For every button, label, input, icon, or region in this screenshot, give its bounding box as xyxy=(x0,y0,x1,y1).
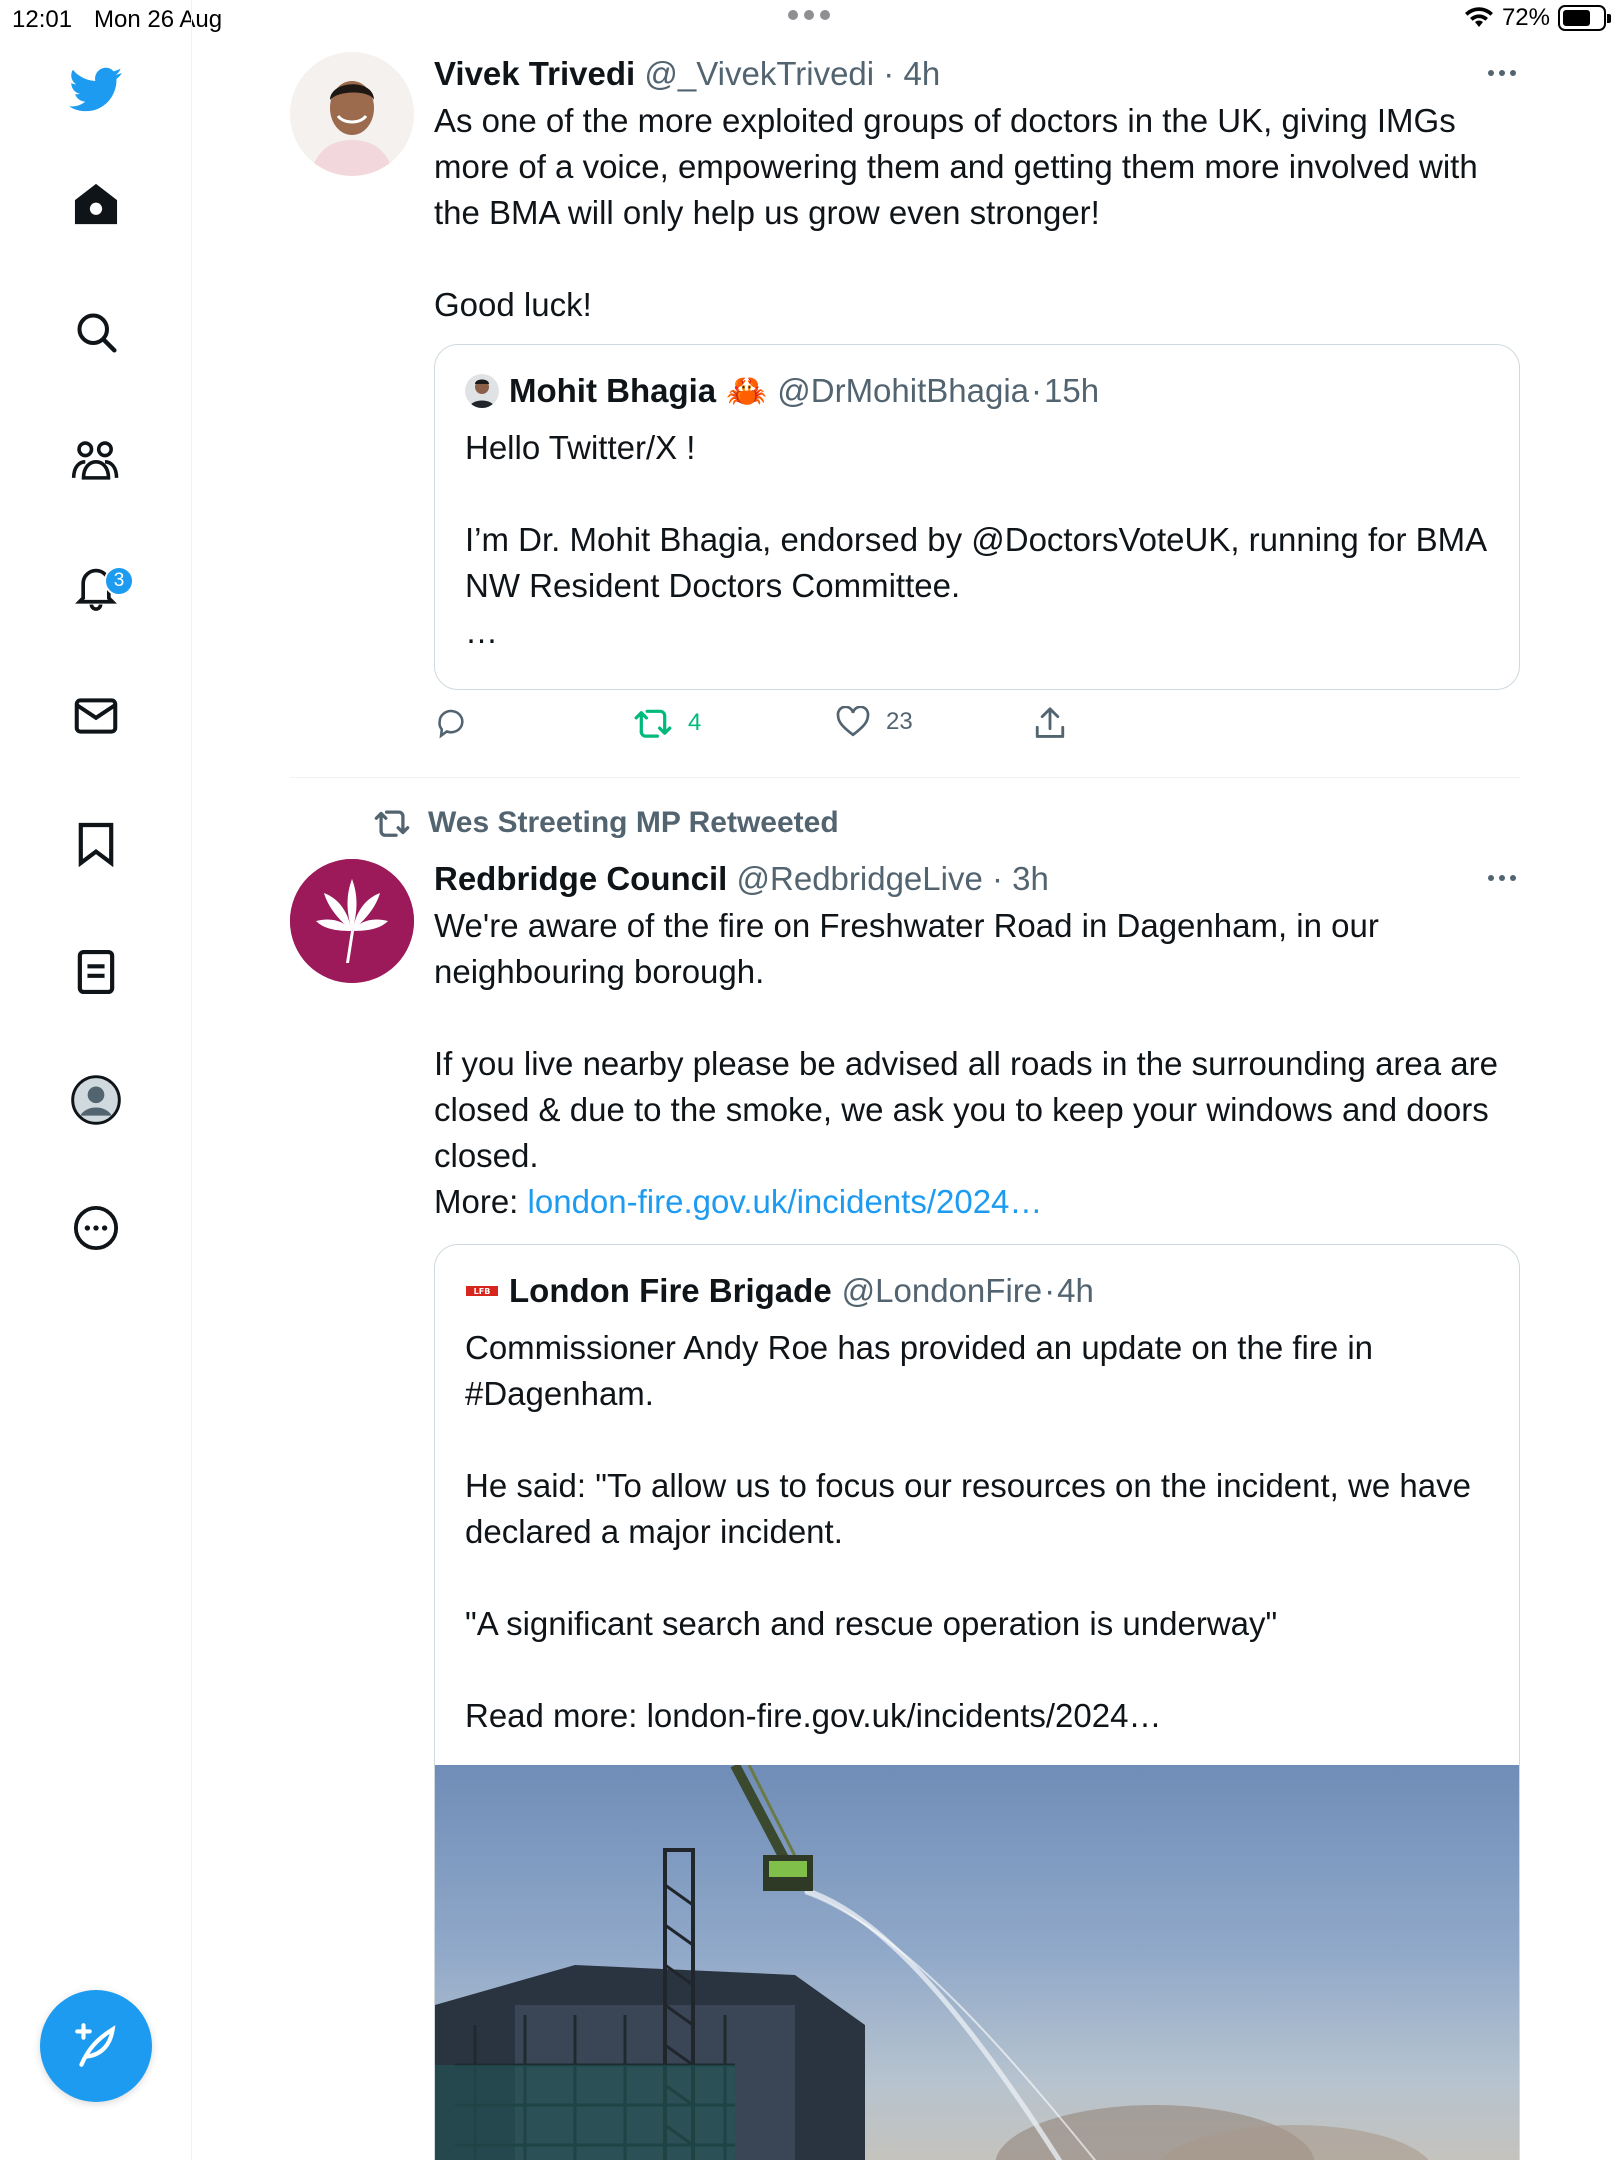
tweet-header: Vivek Trivedi @_VivekTrivedi · 4h xyxy=(434,55,941,92)
compose-feather-icon xyxy=(71,2021,121,2071)
communities-icon[interactable] xyxy=(64,428,128,492)
tweet-more-options-icon[interactable] xyxy=(1488,70,1516,76)
svg-text:LFB: LFB xyxy=(473,1287,491,1296)
status-time: 12:01 xyxy=(12,6,73,33)
tweet-more-options-icon[interactable] xyxy=(1488,875,1516,881)
tweet-more-line: More: london-fire.gov.uk/incidents/2024… xyxy=(434,1183,1043,1220)
home-icon[interactable] xyxy=(64,172,128,236)
tweet-link[interactable]: london-fire.gov.uk/incidents/2024… xyxy=(527,1183,1043,1220)
avatar-redbridge-council[interactable] xyxy=(290,859,414,983)
more-options-icon[interactable] xyxy=(64,1196,128,1260)
multitasking-dots-icon[interactable] xyxy=(788,10,830,20)
lists-icon[interactable] xyxy=(64,940,128,1004)
tweet-divider xyxy=(290,777,1520,778)
reply-icon xyxy=(434,706,468,740)
twitter-logo-icon[interactable] xyxy=(64,58,128,122)
quoted-tweet-time: 15h xyxy=(1044,372,1100,409)
notifications-badge: 3 xyxy=(104,566,134,596)
crab-emoji: 🦀 xyxy=(726,372,768,409)
tweet-time[interactable]: 4h xyxy=(903,55,941,92)
wifi-icon xyxy=(1464,6,1494,30)
like-count: 23 xyxy=(886,708,913,735)
quoted-avatar-lfb-logo xyxy=(465,1274,499,1308)
quoted-tweet[interactable]: LFB London Fire Brigade @LondonFire · 4h Commissioner Andy Roe has provided an update on the fire in #Dagenham. He said: "To allow us to focus our resources on the incident, we have declared a major incident. "A significant search and rescue operation is underway" Read more: london-fire.gov.uk/incidents/2024… xyxy=(434,1244,1520,2160)
author-handle[interactable]: @RedbridgeLive xyxy=(736,860,983,897)
sidebar xyxy=(0,0,192,2160)
compose-tweet-button[interactable] xyxy=(40,1990,152,2102)
retweet-count: 4 xyxy=(688,709,702,736)
search-icon[interactable] xyxy=(64,300,128,364)
author-name[interactable]: Vivek Trivedi xyxy=(434,55,636,92)
avatar-vivek-trivedi[interactable] xyxy=(290,52,414,176)
status-date: Mon 26 Aug xyxy=(94,6,223,33)
quoted-author-name: London Fire Brigade xyxy=(509,1272,832,1309)
share-button[interactable] xyxy=(1034,706,1066,740)
profile-avatar-icon[interactable] xyxy=(64,1068,128,1132)
quoted-author-handle: @LondonFire xyxy=(841,1272,1043,1309)
retweeted-by-label[interactable]: Wes Streeting MP Retweeted xyxy=(374,806,839,840)
tweet-text: We're aware of the fire on Freshwater Road in Dagenham, in our neighbouring borough. If you live nearby please be advised all roads in the surrounding area are closed & due to the smoke, we ask you to keep your windows and doors closed. xyxy=(434,907,1498,1174)
quoted-tweet-time: 4h xyxy=(1057,1272,1094,1309)
quoted-author-handle: @DrMohitBhagia xyxy=(777,372,1030,409)
battery-percent: 72% xyxy=(1501,4,1550,31)
quoted-tweet-text: Hello Twitter/X ! I’m Dr. Mohit Bhagia, endorsed by @DoctorsVoteUK, running for BMA NW Resident Doctors Committee. … xyxy=(465,429,1486,650)
heart-icon xyxy=(836,706,870,738)
author-handle[interactable]: @_VivekTrivedi xyxy=(644,55,875,92)
quoted-tweet-text: Commissioner Andy Roe has provided an update on the fire in #Dagenham. He said: "To allow us to focus our resources on the incident, we have declared a major incident. "A significant search and rescue operation is underway" Read more: london-fire.gov.uk/incidents/2024… xyxy=(465,1329,1471,1734)
quoted-avatar-mohit-bhagia xyxy=(465,374,499,408)
tweet-header: Redbridge Council @RedbridgeLive · 3h xyxy=(434,860,1049,897)
tweet-text: As one of the more exploited groups of doctors in the UK, giving IMGs more of a voice, empowering them and getting them more involved with the BMA will only help us grow even stronger! Good luck! xyxy=(434,102,1478,323)
like-button[interactable] xyxy=(836,706,913,738)
tweet-actions xyxy=(434,706,1520,756)
tweet-time[interactable]: 3h xyxy=(1012,860,1049,897)
quoted-author-name: Mohit Bhagia xyxy=(509,372,717,409)
battery-icon xyxy=(1558,5,1606,31)
messages-icon[interactable] xyxy=(64,684,128,748)
status-bar xyxy=(0,0,1620,40)
reply-button[interactable] xyxy=(434,706,468,740)
retweet-button[interactable] xyxy=(634,706,701,740)
retweet-icon xyxy=(634,706,672,740)
quoted-tweet[interactable]: Mohit Bhagia 🦀 @DrMohitBhagia · 15h Hello Twitter/X ! I’m Dr. Mohit Bhagia, endorsed by @DoctorsVoteUK, running for BMA NW Resident Doctors Committee. … xyxy=(434,344,1520,690)
bookmarks-icon[interactable] xyxy=(64,812,128,876)
notifications-bell-icon[interactable] xyxy=(64,556,128,620)
retweet-icon xyxy=(374,808,410,838)
quoted-tweet-image[interactable] xyxy=(435,1765,1520,2160)
share-icon xyxy=(1034,706,1066,740)
author-name[interactable]: Redbridge Council xyxy=(434,860,728,897)
